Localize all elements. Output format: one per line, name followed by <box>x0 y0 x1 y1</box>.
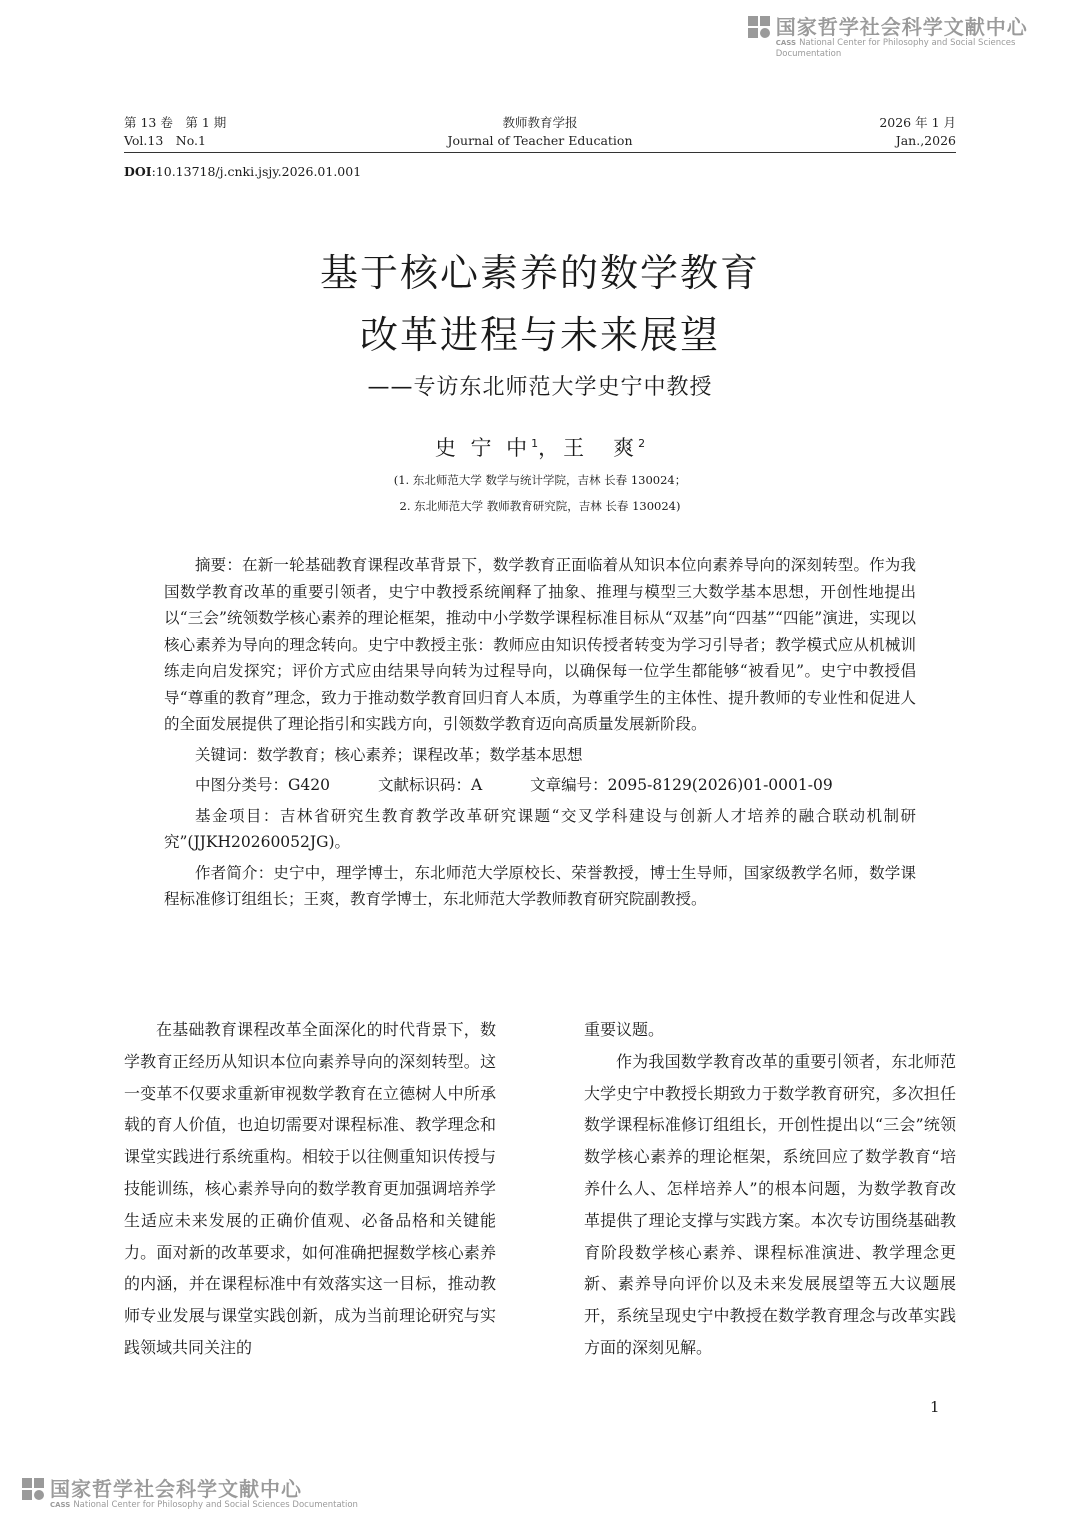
classification <box>164 772 916 799</box>
watermark-en: National Center for Philosophy and Social Sciences Documentation <box>775 38 1016 59</box>
watermark-cass: CASS <box>50 1501 71 1509</box>
author-sep: ， <box>538 436 564 460</box>
keywords-label: 关键词： <box>195 745 258 764</box>
article-subtitle: ——专访东北师范大学史宁中教授 <box>367 375 713 400</box>
author-1: 史 宁 中 <box>434 436 532 460</box>
header-rule <box>124 152 956 153</box>
fund-text: 吉林省研究生教育教学改革研究课题“交叉学科建设与创新人才培养的融合联动机制研究”(JJKH20260052JG)。 <box>164 806 916 851</box>
article-number: 文章编号：2095-8129(2026)01-0001-09 <box>530 776 833 794</box>
doi <box>124 164 361 179</box>
abstract-label: 摘要： <box>195 556 243 574</box>
watermark-cass: CASS <box>775 39 797 47</box>
affiliation-1: (1. 东北师范大学 数学与统计学院，吉林 长春 130024； <box>393 473 687 487</box>
header-date-en: Jan.,2026 <box>895 133 956 148</box>
article-title-line1: 基于核心素养的数学教育 <box>319 251 760 295</box>
clc-number: 中图分类号：G420 <box>195 776 330 794</box>
author-2-affil: 2 <box>638 437 646 450</box>
header-volume-en: Vol.13 No.1 <box>124 133 206 148</box>
body-paragraph-continued: 重要议题。 <box>584 1020 665 1039</box>
watermark-top <box>748 16 1080 60</box>
abstract <box>164 552 916 738</box>
header-left <box>124 114 226 150</box>
abstract-text: 在新一轮基础教育课程改革背景下，数学教育正面临着从知识本位向素养导向的深刻转型。作为我国数学教育改革的重要引领者，史宁中教授系统阐释了抽象、推理与模型三大数学基本思想，开创性地提出以“三会”统领数学核心素养的理论框架，推动中小学数学课程标准目标从“双基”向“四基”“四能”演进，实现以核心素养为导向的理念转向。史宁中教授主张：教师应由知识传授者转变为学习引导者；教学模式应从机械训练走向启发探究；评价方式应由结果导向转为过程导向，以确保每一位学生都能够“被看见”。史宁中教授倡导“尊重的教育”理念，致力于推动数学教育回归育人本质，为尊重学生的主体性、提升教师的专业性和促进人的全面发展提供了理论指引和实践方向，引领数学教育迈向高质量发展新阶段。 <box>164 556 916 733</box>
header-date-cn: 2026 年 1 月 <box>879 115 956 130</box>
watermark-en: National Center for Philosophy and Social Sciences Documentation <box>73 1500 358 1510</box>
doc-code: 文献标识码：A <box>377 776 483 794</box>
body-column-right <box>584 1014 956 1364</box>
header-center <box>340 114 740 150</box>
keywords-text: 数学教育；核心素养；课程改革；数学基本思想 <box>257 745 583 764</box>
watermark-bottom <box>22 1478 358 1511</box>
author-2: 王 爽 <box>563 436 639 460</box>
journal-name-en: Journal of Teacher Education <box>447 133 633 148</box>
body-paragraph: 作为我国数学教育改革的重要引领者，东北师范大学史宁中教授长期致力于数学教育研究，多次担任数学课程标准修订组组长，开创性提出以“三会”统领数学核心素养的理论框架，系统回应了数学教育“培养什么人、怎样培养人”的根本问题，为数学教育改革提供了理论支撑与实践方案。本次专访围绕基础教育阶段数学核心素养、课程标准演进、教学理念更新、素养导向评价以及未来发展展望等五大议题展开，系统呈现史宁中教授在数学教育理念与改革实践方面的深刻见解。 <box>584 1051 956 1357</box>
body-paragraph: 在基础教育课程改革全面深化的时代背景下，数学教育正经历从知识本位向素养导向的深刻转型。这一变革不仅要求重新审视数学教育在立德树人中所承载的育人价值，也迫切需要对课程标准、教学理念和课堂实践进行系统重构。相较于以往侧重知识传授与技能训练，核心素养导向的数学教育更加强调培养学生适应未来发展的正确价值观、必备品格和关键能力。面对新的改革要求，如何准确把握数学核心素养的内涵，并在课程标准中有效落实这一目标，推动教师专业发展与课堂实践创新，成为当前理论研究与实践领域共同关注的 <box>124 1020 496 1357</box>
affiliations <box>0 467 1080 519</box>
authors <box>0 432 1080 462</box>
header-volume-cn: 第 13 卷 第 1 期 <box>124 115 227 130</box>
doi-value: :10.13718/j.cnki.jsjy.2026.01.001 <box>151 164 362 179</box>
fund-label: 基金项目： <box>195 806 280 825</box>
watermark-cn: 国家哲学社会科学文献中心 <box>775 15 1028 39</box>
affiliation-2: 2. 东北师范大学 教师教育研究院，吉林 长春 130024) <box>399 499 681 513</box>
article-title-line2: 改革进程与未来展望 <box>359 313 720 357</box>
abstract-block <box>164 552 916 913</box>
header-right <box>756 114 956 150</box>
doi-label: DOI <box>124 164 152 179</box>
logo-icon <box>748 16 770 38</box>
bio-text: 史宁中，理学博士，东北师范大学原校长、荣誉教授，博士生导师，国家级教学名师，数学课程标准修订组组长；王爽，教育学博士，东北师范大学教师教育研究院副教授。 <box>164 863 916 908</box>
fund <box>164 803 916 856</box>
bio-label: 作者简介： <box>195 863 274 882</box>
logo-icon <box>22 1478 44 1500</box>
author-1-affil: 1 <box>531 437 539 450</box>
page-number: 1 <box>930 1398 940 1416</box>
watermark-cn: 国家哲学社会科学文献中心 <box>50 1477 302 1501</box>
keywords <box>164 742 916 769</box>
body-column-left <box>124 1014 496 1364</box>
author-bio <box>164 860 916 913</box>
journal-name-cn: 教师教育学报 <box>502 115 578 130</box>
